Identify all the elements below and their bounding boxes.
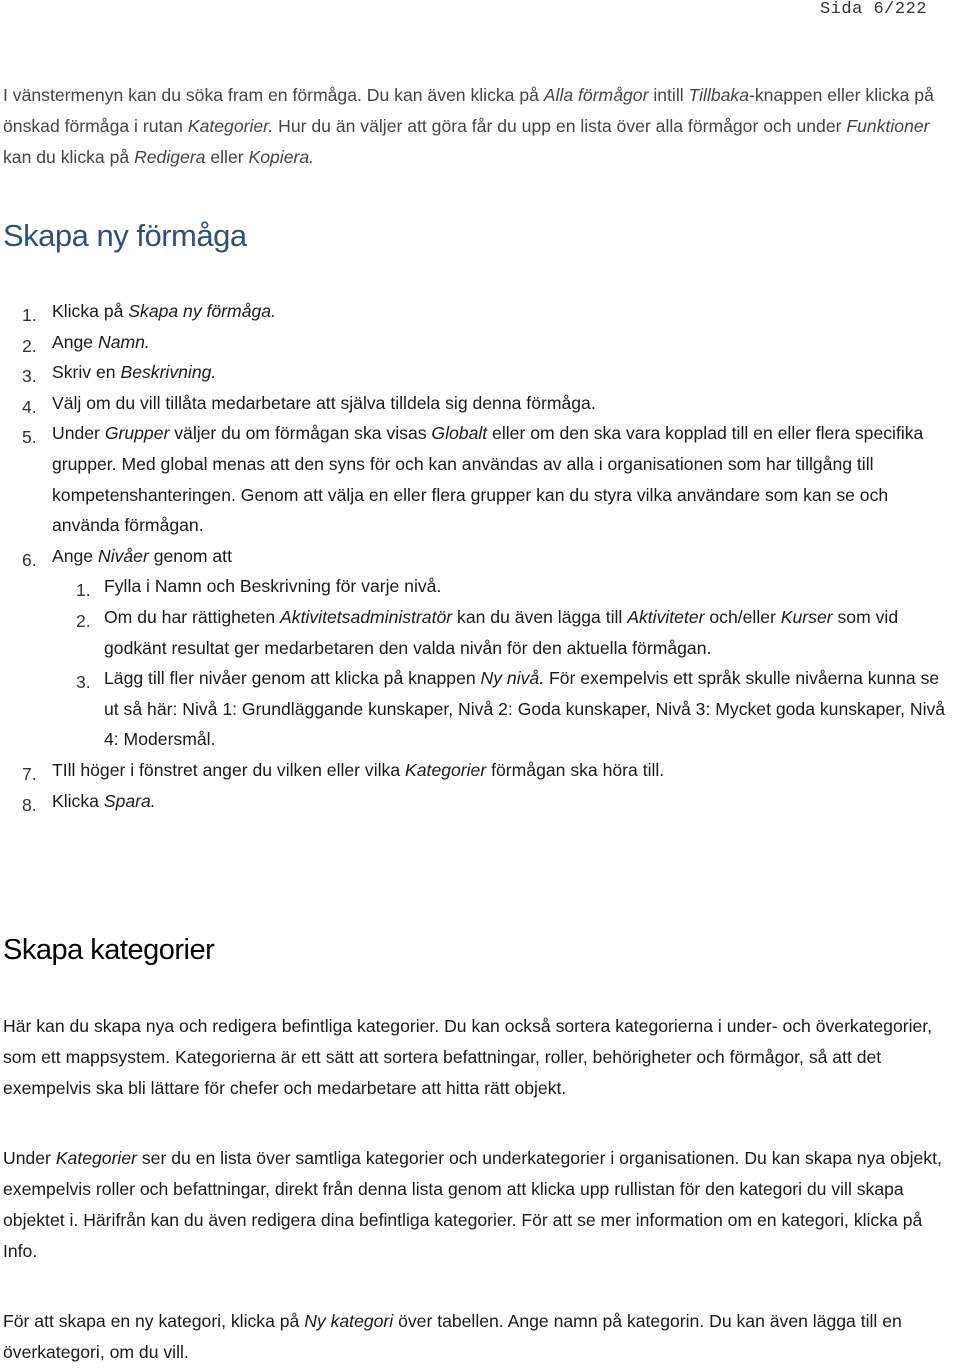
list-item	[0, 327, 958, 358]
list-item	[0, 418, 958, 540]
emphasis: Kategorier	[405, 759, 487, 780]
sub-steps-list	[52, 571, 958, 755]
emphasis: Grupper	[104, 423, 170, 444]
emphasis: Skapa ny förmåga.	[128, 301, 276, 321]
list-number: 5.	[22, 427, 37, 448]
emphasis: Ny kategori	[304, 1311, 394, 1331]
text: intill	[648, 85, 689, 105]
emphasis: Aktiviteter	[627, 606, 705, 627]
steps-list	[0, 296, 958, 816]
page-number: Sida 6/222	[819, 0, 927, 19]
text: Klicka	[52, 790, 104, 811]
emphasis: Alla förmågor	[543, 85, 649, 105]
emphasis: Tillbaka	[688, 85, 750, 105]
list-number: 7.	[22, 763, 37, 784]
text: För att skapa en ny kategori, klicka på	[3, 1311, 305, 1331]
emphasis: Kategorier.	[187, 116, 274, 136]
text: Om du har rättigheten	[104, 606, 281, 627]
emphasis: Namn.	[97, 331, 150, 352]
list-number: 1.	[22, 305, 37, 325]
text: väljer du om förmågan ska visas	[169, 423, 432, 444]
emphasis: Kopiera.	[248, 147, 315, 167]
list-number: 4.	[22, 396, 37, 417]
list-item	[0, 357, 958, 388]
emphasis: Globalt	[431, 423, 488, 444]
list-item	[0, 541, 958, 755]
emphasis: Kategorier	[55, 1148, 137, 1168]
text: över tabellen. Ange namn på kategorin. Du kan även lägga till en överkategori, om du vill.	[3, 1311, 902, 1362]
list-number: 8.	[22, 794, 37, 815]
list-number: 2.	[76, 610, 91, 631]
list-number: 2.	[22, 335, 37, 356]
emphasis: Spara.	[103, 790, 156, 811]
text: förmågan ska höra till.	[486, 759, 665, 780]
paragraph	[3, 1306, 958, 1368]
intro-paragraph	[3, 80, 958, 173]
list-item	[52, 571, 958, 602]
text: Skriv en	[52, 362, 121, 383]
text: För exempelvis ett språk skulle nivåerna kunna se ut så här: Nivå 1: Grundläggande kunskaper, Nivå 2: Goda kunskaper, Nivå 3: Mycket goda kunskaper, Nivå 4: Modersmål.	[104, 668, 946, 750]
text: som vid godkänt resultat ger medarbetaren den valda nivån för den aktuella förmågan.	[104, 606, 899, 658]
text: genom att	[148, 545, 232, 566]
text: kan du även lägga till	[452, 606, 628, 627]
text: Klicka på	[52, 301, 129, 321]
paragraph: Här kan du skapa nya och redigera befintliga kategorier. Du kan också sortera kategorierna i under- och överkategorier, som ett mappsystem. Kategorierna är ett sätt att sortera befattningar, roller, behörigheter och förmågor, så att det exempelvis ska bli lättare för chefer och medarbetare att hitta rätt objekt.	[3, 1016, 933, 1098]
text: eller	[205, 147, 249, 167]
emphasis: Redigera	[134, 147, 206, 167]
text: och/eller	[704, 606, 781, 627]
list-item	[0, 388, 958, 419]
emphasis: Ny nivå.	[480, 668, 545, 689]
text: I vänstermenyn kan du söka fram en förmåga. Du kan även klicka på	[3, 85, 544, 105]
list-number: 6.	[22, 549, 37, 570]
list-item	[52, 602, 958, 663]
text: Ange	[52, 545, 98, 566]
text: Välj om du vill tillåta medarbetare att själva tilldela sig denna förmåga.	[52, 392, 596, 413]
text: Fylla i Namn och Beskrivning för varje nivå.	[104, 576, 442, 597]
emphasis: Kurser	[780, 606, 833, 627]
emphasis: Nivåer	[97, 545, 149, 566]
text: -knappen eller klicka på önskad förmåga i rutan	[3, 85, 934, 136]
list-item	[0, 296, 958, 327]
list-item	[52, 663, 958, 755]
emphasis: Funktioner	[846, 116, 930, 136]
text: Under	[3, 1148, 56, 1168]
list-number: 1.	[76, 580, 91, 601]
text: Under	[52, 423, 105, 444]
list-item	[0, 786, 958, 817]
text: Lägg till fler nivåer genom att klicka på knappen	[104, 668, 481, 689]
section-heading-skapa-kategorier: Skapa kategorier	[3, 934, 215, 966]
text: Ange	[52, 331, 98, 352]
list-number: 3.	[22, 366, 37, 387]
emphasis: Aktivitetsadministratör	[280, 606, 453, 627]
text: TIll höger i fönstret anger du vilken eller vilka	[52, 759, 406, 780]
text: kan du klicka på	[3, 147, 135, 167]
list-item	[0, 755, 958, 786]
emphasis: Beskrivning.	[120, 362, 217, 383]
text: ser du en lista över samtliga kategorier och underkategorier i organisationen. Du kan skapa nya objekt, exempelvis roller och befattningar, direkt från denna lista genom att klicka upp rullistan för den kategori du vill skapa objektet i. Härifrån kan du även redigera dina befintliga kategorier. För att se mer information om en kategori, klicka på Info.	[3, 1148, 942, 1261]
text: eller om den ska vara kopplad till en eller flera specifika grupper. Med global menas att den syns för och kan användas av alla i organisationen som har tillgång till kompetenshanteringen. Genom att välja en eller flera grupper kan du styra vilka användare som kan se och använda förmågan.	[52, 423, 924, 536]
section-heading-skapa-ny-formaga: Skapa ny förmåga	[3, 218, 247, 253]
list-number: 3.	[76, 672, 91, 693]
text: Hur du än väljer att göra får du upp en lista över alla förmågor och under	[273, 116, 847, 136]
paragraph	[3, 1143, 958, 1267]
